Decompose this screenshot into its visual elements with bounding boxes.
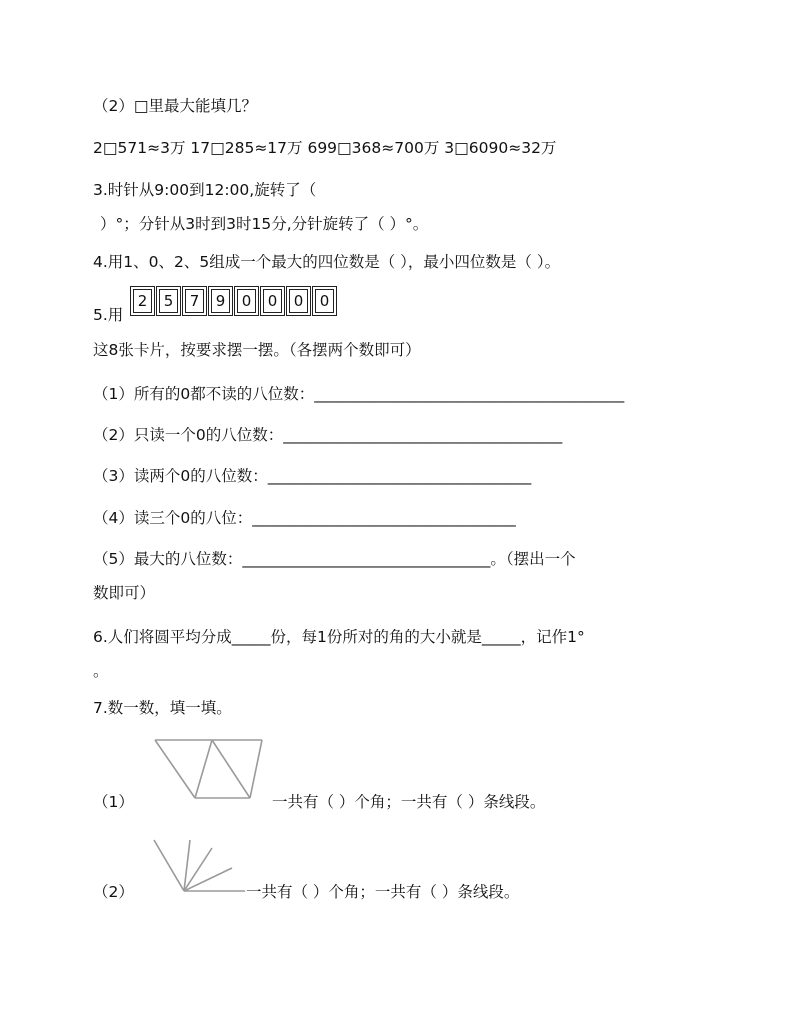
q7-part-1-label: （1） <box>93 793 134 811</box>
q5-part-5-continued: 数即可） <box>93 584 156 602</box>
digit-card: 2 <box>133 289 152 313</box>
digit-card: 0 <box>237 289 256 313</box>
q7-heading: 7.数一数，填一填。 <box>93 699 232 717</box>
q7-part-1-text: 一共有（ ）个角；一共有（ ）条线段。 <box>272 793 546 811</box>
q5-part-1: （1）所有的0都不读的八位数：________________________________________ <box>93 385 625 403</box>
q4-line: 4.用1、0、2、5组成一个最大的四位数是（ ），最小四位数是（ ）。 <box>93 253 561 271</box>
q3-line-b: ）°；分针从3时到3时15分,分针旋转了（ ）°。 <box>100 215 429 233</box>
q2-heading: （2）□里最大能填几？ <box>93 97 258 115</box>
digit-cards <box>133 289 338 315</box>
digit-card: 9 <box>211 289 230 313</box>
q5-part-5: （5）最大的八位数：________________________________。（摆出一个 <box>93 550 576 568</box>
q5-part-3: （3）读两个0的八位数：__________________________________ <box>93 467 532 485</box>
q5-description: 这8张卡片，按要求摆一摆。（各摆两个数即可） <box>93 341 421 359</box>
q5-prefix: 5.用 <box>93 306 124 324</box>
q5-part-2: （2）只读一个0的八位数：____________________________________ <box>93 426 563 444</box>
digit-card: 0 <box>315 289 334 313</box>
q7-figure-1 <box>150 735 270 805</box>
q7-part-2-label: （2） <box>93 883 134 901</box>
q5-part-4: （4）读三个0的八位：__________________________________ <box>93 509 516 527</box>
digit-card: 7 <box>185 289 204 313</box>
q2-items: 2□571≈3万 17□285≈17万 699□368≈700万 3□6090≈32万 <box>93 139 557 157</box>
q6-line: 6.人们将圆平均分成_____份，每1份所对的角的大小就是_____，记作1° <box>93 628 585 646</box>
digit-card: 0 <box>263 289 282 313</box>
q7-figure-2 <box>150 836 250 896</box>
digit-card: 5 <box>159 289 178 313</box>
q7-part-2-text: 一共有（ ）个角；一共有（ ）条线段。 <box>246 883 520 901</box>
q3-line-a: 3.时针从9:00到12:00,旋转了（ <box>93 181 317 199</box>
q6-continued: 。 <box>93 662 109 680</box>
digit-card: 0 <box>289 289 308 313</box>
